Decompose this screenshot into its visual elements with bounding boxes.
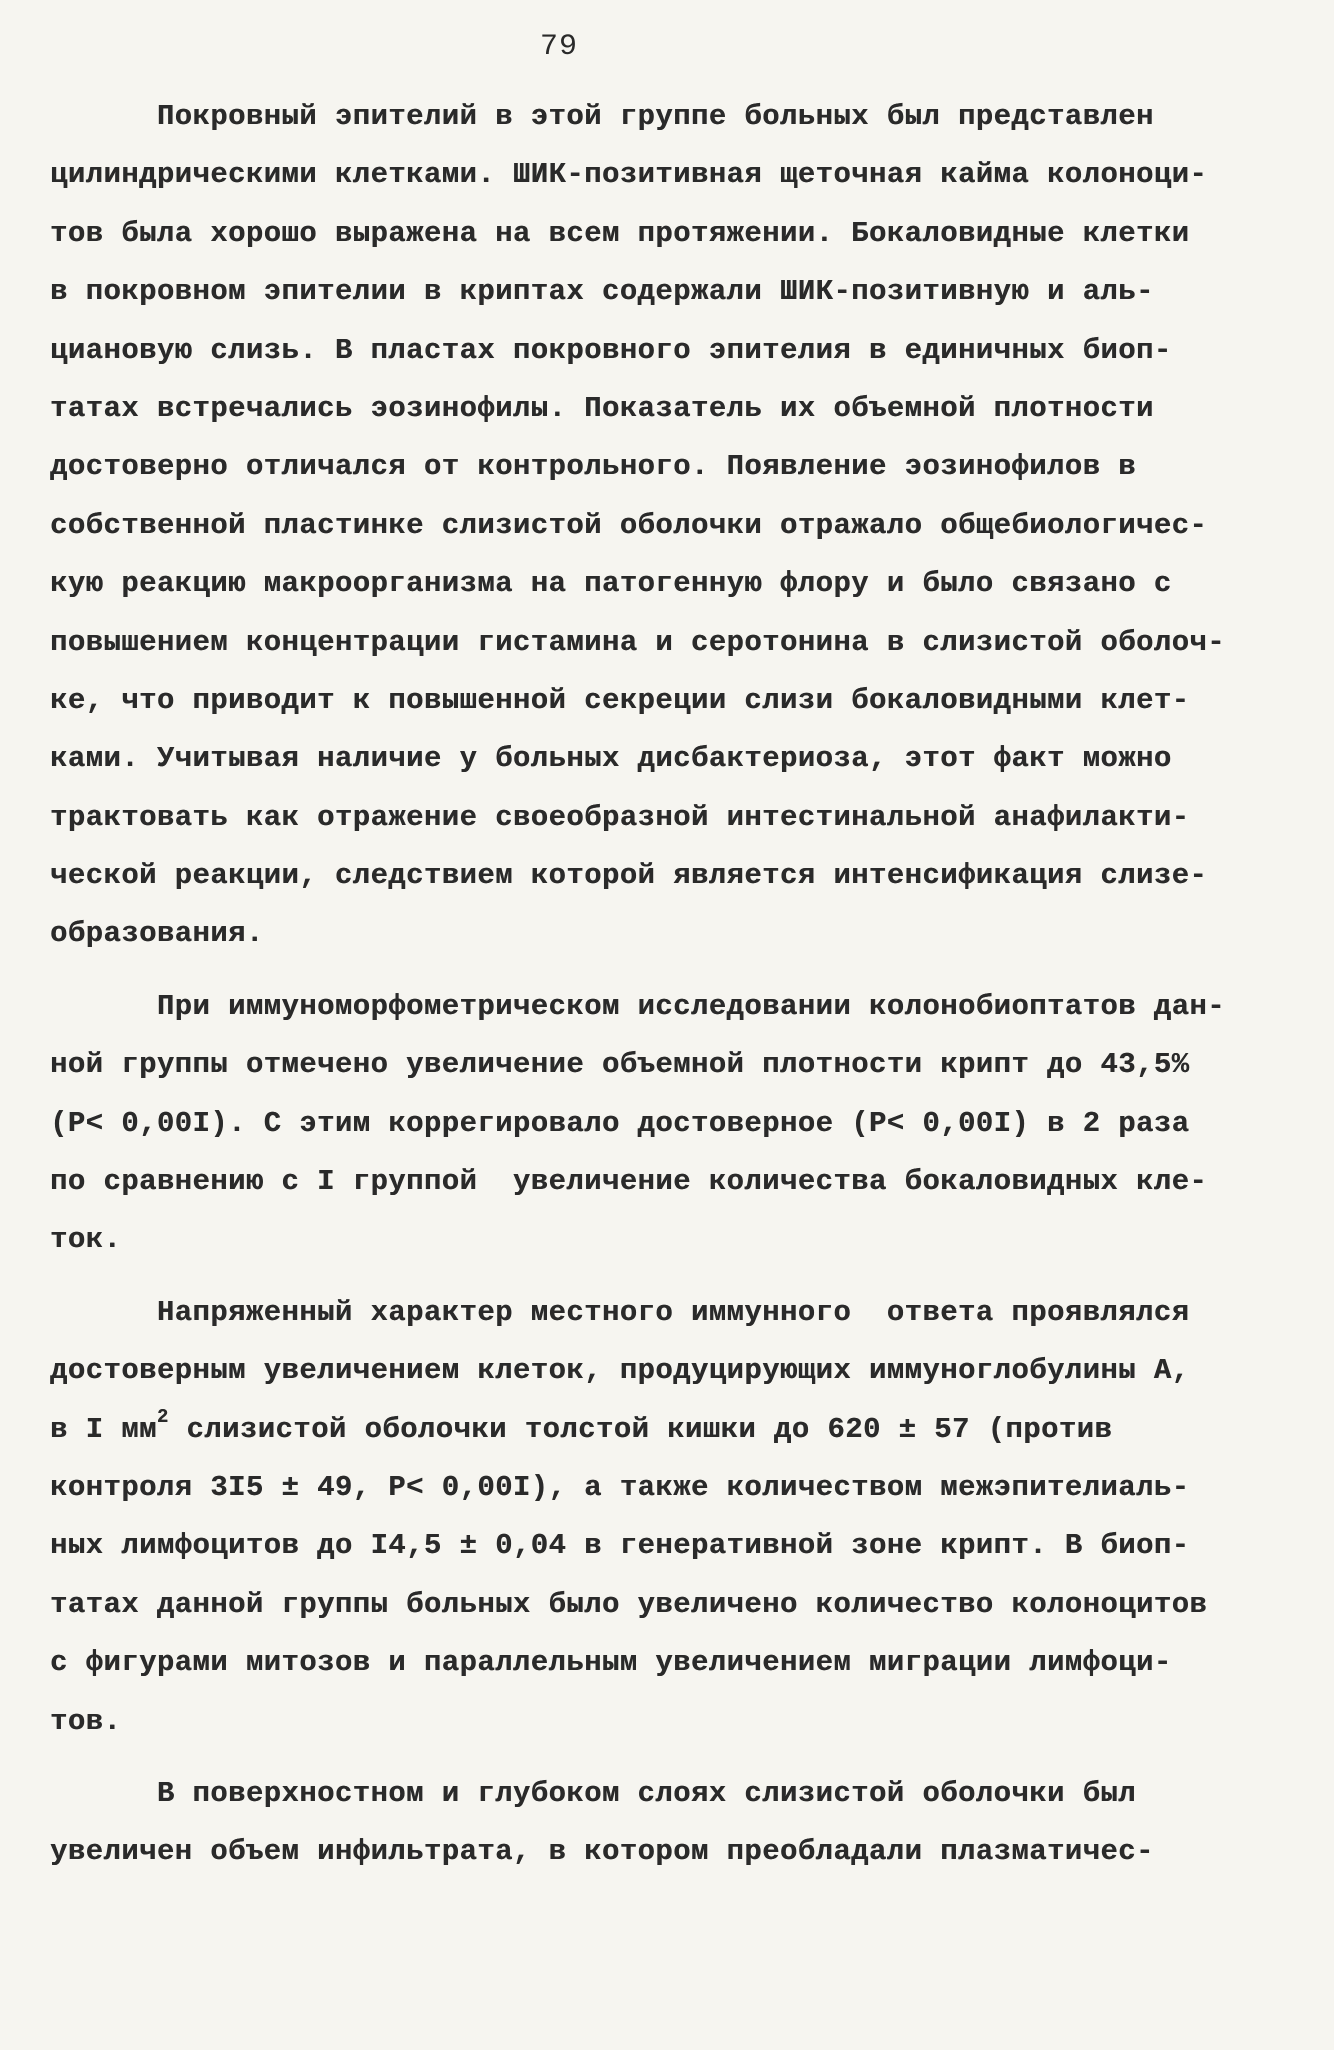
paragraph-line: ческой реакции, следствием которой является интенсификация слизе- bbox=[50, 859, 1208, 893]
paragraph-line: (Р< 0,00I). С этим коррегировало достоверное (Р< 0,00I) в 2 раза bbox=[50, 1106, 1190, 1140]
paragraph-line: тов была хорошо выражена на всем протяжении. Бокаловидные клетки bbox=[50, 216, 1190, 250]
paragraph-line: ной группы отмечено увеличение объемной плотности крипт до 43,5% bbox=[50, 1048, 1190, 1082]
paragraph-line: увеличен объем инфильтрата, в котором преобладали плазматичес- bbox=[50, 1835, 1154, 1869]
paragraph-line: с фигурами митозов и параллельным увеличением миграции лимфоци- bbox=[50, 1646, 1172, 1680]
paragraph-line: Напряженный характер местного иммунного ответа проявлялся bbox=[50, 1295, 1190, 1329]
paragraph-line: контроля 3I5 ± 49, Р< 0,00I), а также количеством межэпителиаль- bbox=[50, 1470, 1190, 1504]
line-start: в I мм bbox=[50, 1412, 157, 1446]
line-end: слизистой оболочки толстой кишки до 620 ± 57 (против bbox=[168, 1412, 1113, 1446]
paragraph-line: ками. Учитывая наличие у больных дисбактериоза, этот факт можно bbox=[50, 742, 1172, 776]
paragraph-line: ке, что приводит к повышенной секреции слизи бокаловидными клет- bbox=[50, 683, 1190, 717]
paragraph-line: Покровный эпителий в этой группе больных был представлен bbox=[50, 100, 1154, 133]
paragraph-line: татах встречались эозинофилы. Показатель их объемной плотности bbox=[50, 391, 1154, 425]
paragraph-line: собственной пластинке слизистой оболочки отражало общебиологичес- bbox=[50, 508, 1208, 542]
paragraph-line: ных лимфоцитов до I4,5 ± 0,04 в генеративной зоне крипт. В биоп- bbox=[50, 1529, 1190, 1563]
paragraph-line: трактовать как отражение своеобразной интестинальной анафилакти- bbox=[50, 800, 1190, 834]
paragraph-line: В поверхностном и глубоком слоях слизистой оболочки был bbox=[50, 1776, 1136, 1810]
paragraph-line: образования. bbox=[50, 917, 264, 951]
paragraph-line: ток. bbox=[50, 1223, 122, 1257]
paragraph-line-with-superscript bbox=[50, 1401, 1290, 1459]
paragraph-line: достоверным увеличением клеток, продуцирующих иммуноглобулины А, bbox=[50, 1354, 1190, 1388]
body-text bbox=[50, 88, 1290, 1882]
paragraph-line: цилиндрическими клетками. ШИК-позитивная щеточная кайма колоноци- bbox=[50, 158, 1208, 192]
paragraph-line: татах данной группы больных было увеличено количество колоноцитов bbox=[50, 1587, 1208, 1621]
paragraph-line: по сравнению с I группой увеличение количества бокаловидных кле- bbox=[50, 1165, 1208, 1199]
page-number: 79 bbox=[540, 30, 579, 64]
paragraph-line: циановую слизь. В пластах покровного эпителия в единичных биоп- bbox=[50, 333, 1172, 367]
paragraph-line: тов. bbox=[50, 1704, 122, 1738]
paragraph-line: При иммуноморфометрическом исследовании колонобиоптатов дан- bbox=[50, 989, 1225, 1023]
paragraph-line: достоверно отличался от контрольного. Появление эозинофилов в bbox=[50, 450, 1136, 484]
paragraph-line: в покровном эпителии в криптах содержали ШИК-позитивную и аль- bbox=[50, 275, 1154, 309]
paragraph-line: кую реакцию макроорганизма на патогенную флору и было связано с bbox=[50, 567, 1172, 601]
paragraph-line: повышением концентрации гистамина и серотонина в слизистой оболоч- bbox=[50, 625, 1225, 659]
superscript: 2 bbox=[156, 1405, 169, 1428]
